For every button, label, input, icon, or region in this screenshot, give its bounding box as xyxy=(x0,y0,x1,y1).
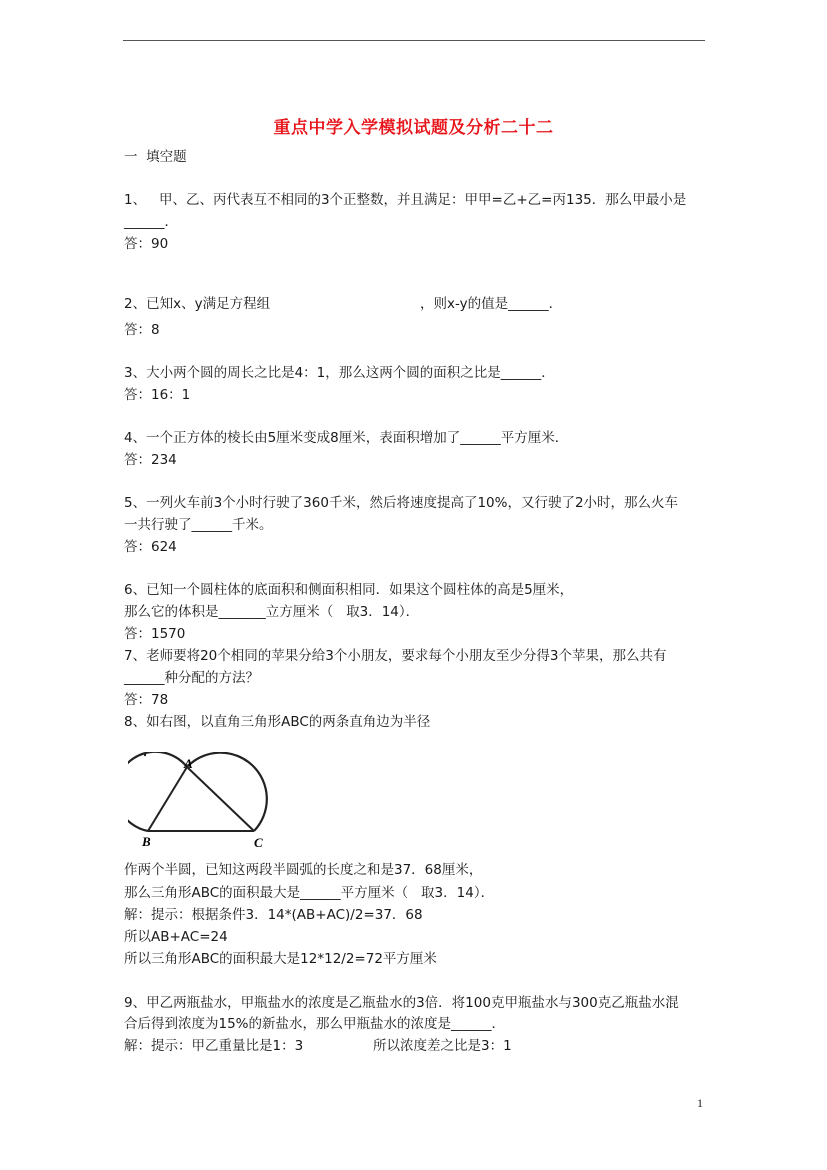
q9-solution-a: 解：提示：甲乙重量比是1：3 xyxy=(124,1038,304,1054)
q9-text-2: 合后得到浓度为15%的新盐水，那么甲瓶盐水的浓度是______． xyxy=(124,1016,506,1032)
header-rule xyxy=(123,40,705,41)
section-heading: 一 填空题 xyxy=(124,149,187,165)
semicircle-ab xyxy=(128,752,187,831)
label-c: C xyxy=(254,835,263,850)
q2-text-pre: 2、已知x、y满足方程组 xyxy=(124,296,271,312)
q9-text: 9、甲乙两瓶盐水，甲瓶盐水的浓度是乙瓶盐水的3倍．将100克甲瓶盐水与300克乙瓶盐水混 xyxy=(124,995,679,1011)
q8-solution-2: 所以AB+AC=24 xyxy=(124,929,228,945)
q7-answer: 答：78 xyxy=(124,692,169,708)
q8-solution-3: 所以三角形ABC的面积最大是12*12/2=72平方厘米 xyxy=(124,951,437,967)
q4-text: 4、一个正方体的棱长由5厘米变成8厘米，表面积增加了______平方厘米． xyxy=(124,430,569,446)
label-b: B xyxy=(142,834,151,849)
q4-answer: 答：234 xyxy=(124,452,177,468)
q8-solution-1: 解：提示：根据条件3．14*(AB+AC)/2=37．68 xyxy=(124,907,423,923)
q5-text-2: 一共行驶了______千米。 xyxy=(124,517,273,533)
q7-text: 7、老师要将20个相同的苹果分给3个小朋友，要求每个小朋友至少分得3个苹果，那么共有 xyxy=(124,648,667,664)
side-ac xyxy=(187,767,254,831)
q3-answer: 答：16：1 xyxy=(124,387,191,403)
q8-text-3: 那么三角形ABC的面积最大是______平方厘米（ 取3．14）． xyxy=(124,885,495,901)
q2-answer: 答：8 xyxy=(124,322,160,338)
q1-text: 1、 甲、乙、丙代表互不相同的3个正整数，并且满足：甲甲=乙+乙=丙135．那么甲最小是 xyxy=(124,192,687,208)
q6-text: 6、已知一个圆柱体的底面积和侧面积相同．如果这个圆柱体的高是5厘米， xyxy=(124,582,574,598)
semicircle-ac xyxy=(187,753,267,831)
q2-text-post: ，则x-y的值是______． xyxy=(420,296,563,312)
q1-answer: 答：90 xyxy=(124,236,169,252)
q8-text: 8、如右图，以直角三角形ABC的两条直角边为半径 xyxy=(124,714,431,730)
q7-text-2: ______种分配的方法？ xyxy=(124,670,259,686)
q6-answer: 答：1570 xyxy=(124,626,186,642)
label-a: A xyxy=(184,756,193,771)
q9-solution-b: 所以浓度差之比是3：1 xyxy=(373,1038,512,1054)
q3-text: 3、大小两个圆的周长之比是4：1，那么这两个圆的面积之比是______． xyxy=(124,365,555,381)
q8-text-2: 作两个半圆，已知这两段半圆弧的长度之和是37．68厘米， xyxy=(124,862,483,878)
page-title: 重点中学入学模拟试题及分析二十二 xyxy=(273,118,554,138)
page-number: 1 xyxy=(697,1096,703,1110)
q1-blank: ______． xyxy=(124,214,178,230)
q6-text-2: 那么它的体积是_______立方厘米（ 取3．14）． xyxy=(124,604,420,620)
q5-answer: 答：624 xyxy=(124,539,177,555)
semicircle-triangle-figure xyxy=(128,752,273,852)
q5-text: 5、一列火车前3个小时行驶了360千米，然后将速度提高了10%，又行驶了2小时，那么火车 xyxy=(124,495,679,511)
side-ab xyxy=(148,767,187,831)
